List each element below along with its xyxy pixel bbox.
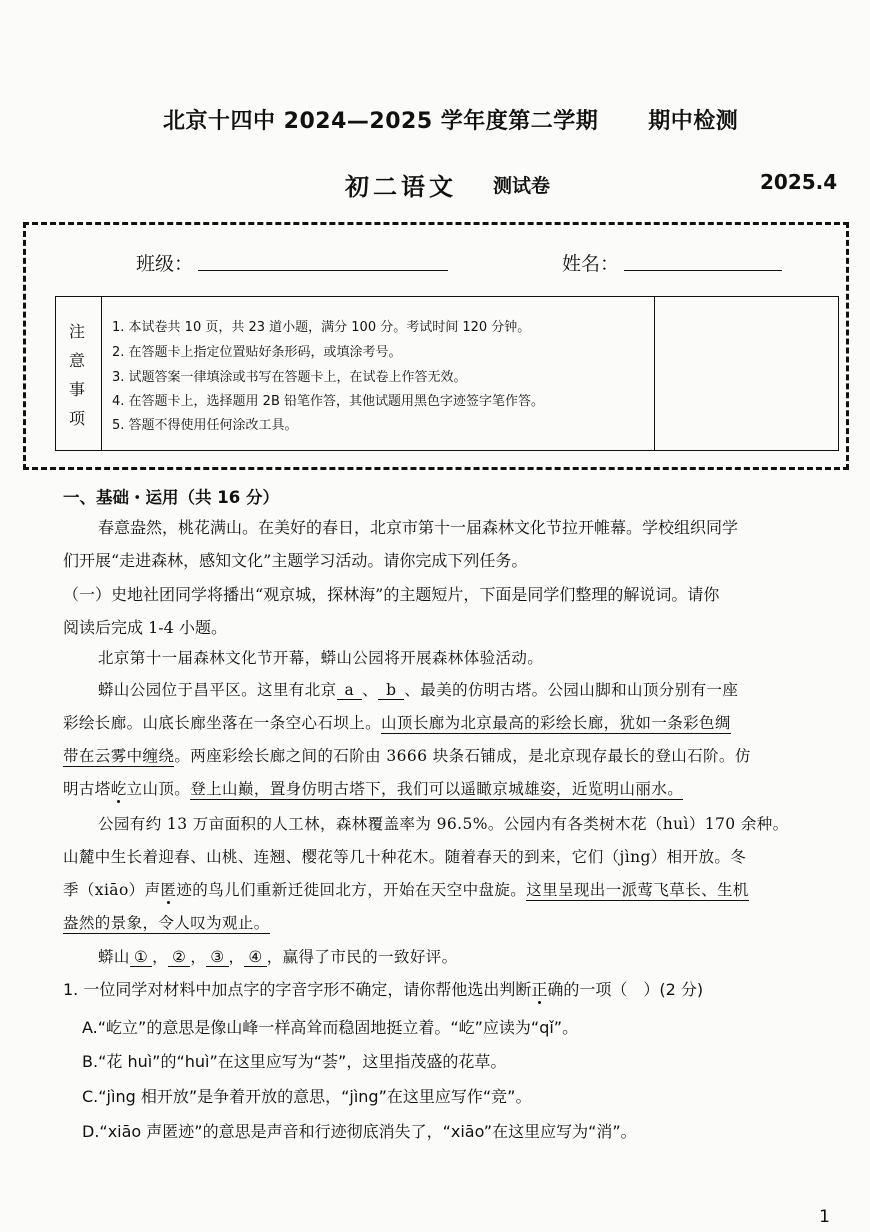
blank-1: ① <box>130 948 152 967</box>
paper-title: 测试卷 <box>493 175 551 197</box>
page-number: 1 <box>819 1207 830 1227</box>
intro-line: 们开展“走进森林，感知文化”主题学习活动。请你完成下列任务。 <box>63 551 528 570</box>
passage-line: 蟒山公园位于昌平区。这里有北京 a 、 b 、最美的仿明古塔。公园山脚和山顶分别有一座 <box>98 681 739 699</box>
exam-title-school: 北京十四中 2024—2025 学年度第二学期 <box>163 109 599 134</box>
dotted-char: 匿 <box>160 881 177 899</box>
option-d: D.“xiāo 声匿迹”的意思是声音和行迹彻底消失了，“xiāo”在这里应写为“消”。 <box>82 1122 637 1141</box>
exam-title <box>163 104 738 135</box>
name-label: 姓名： <box>562 253 620 275</box>
exam-title-type: 期中检测 <box>648 109 739 134</box>
passage-line: 山麓中生长着迎春、山桃、连翘、樱花等几十种花木。随着春天的到来，它们（jìng）相开放。冬 <box>63 848 747 866</box>
passage-line: 明古塔屹立山顶。登上山巅，置身仿明古塔下，我们可以遥瞰京城雄姿，近览明山丽水。 <box>63 780 684 798</box>
passage-line: 季（xiāo）声匿迹的鸟儿们重新迁徙回北方，开始在天空中盘旋。这里呈现出一派莺飞草长、生机 <box>63 881 749 899</box>
underlined-sentence: 登上山巅，置身仿明古塔下，我们可以遥瞰京城雄姿，近览明山丽水。 <box>190 780 684 798</box>
exam-date: 2025.4 <box>760 170 838 194</box>
dotted-char: 屹 <box>110 780 127 798</box>
class-label: 班级： <box>136 253 194 275</box>
underlined-sentence: 山顶长廊为北京最高的彩绘长廊，犹如一条彩色绸 <box>381 714 731 732</box>
notice-item: 2. 在答题卡上指定位置贴好条形码，或填涂考号。 <box>112 345 402 360</box>
notice-right-cell <box>654 297 655 450</box>
blank-4: ④ <box>244 948 266 967</box>
subject-title: 初二语文 <box>345 172 457 201</box>
section-title: 一、基础・运用（共 16 分） <box>63 488 279 507</box>
notice-item: 5. 答题不得使用任何涂改工具。 <box>112 418 298 433</box>
underlined-sentence: 带在云雾中缠绕 <box>63 747 175 765</box>
blank-3: ③ <box>206 948 228 967</box>
dotted-char: 正 <box>531 980 548 999</box>
notice-item: 1. 本试卷共 10 页，共 23 道小题，满分 100 分。考试时间 120 分钟。 <box>112 320 531 335</box>
option-c: C.“jìng 相开放”是争着开放的意思，“jìng”在这里应写作“竞”。 <box>82 1087 532 1106</box>
subsection-intro: （一）史地社团同学将播出“观京城，探林海”的主题短片，下面是同学们整理的解说词。请你 <box>63 585 720 604</box>
question-stem: 1. 一位同学对材料中加点字的字音字形不确定，请你帮他选出判断正确的一项（ ）(2 分) <box>63 980 704 999</box>
passage-paragraph: 北京第十一届森林文化节开幕，蟒山公园将开展森林体验活动。 <box>98 649 544 667</box>
blank-2: ② <box>168 948 190 967</box>
option-a: A.“屹立”的意思是像山峰一样高耸而稳固地挺立着。“屹”应读为“qǐ”。 <box>82 1018 579 1037</box>
notice-item: 4. 在答题卡上，选择题用 2B 铅笔作答，其他试题用黑色字迹签字笔作答。 <box>112 394 544 409</box>
passage-line: 彩绘长廊。山底长廊坐落在一条空心石坝上。山顶长廊为北京最高的彩绘长廊，犹如一条彩色绸 <box>63 714 731 732</box>
subsection-intro: 阅读后完成 1-4 小题。 <box>63 618 227 637</box>
underlined-sentence: 盎然的景象，令人叹为观止。 <box>63 914 270 932</box>
passage-line <box>63 911 270 933</box>
passage-line: 公园有约 13 万亩面积的人工林，森林覆盖率为 96.5%。公园内有各类树木花（huì）170 余种。 <box>98 815 789 833</box>
passage-line: 蟒山 ① ， ② ， ③ ， ④ ，赢得了市民的一致好评。 <box>98 948 458 966</box>
name-field[interactable] <box>624 270 782 271</box>
notice-title-cell <box>56 297 102 450</box>
passage-line: 带在云雾中缠绕。两座彩绘长廊之间的石阶由 3666 块条石铺成，是北京现存最长的登山石阶。仿 <box>63 747 751 765</box>
option-b: B.“花 huì”的“huì”在这里应写为“荟”，这里指茂盛的花草。 <box>82 1052 507 1071</box>
blank-b: b <box>378 681 404 700</box>
notice-title: 注意事项 <box>69 322 86 428</box>
notice-item: 3. 试题答案一律填涂或书写在答题卡上，在试卷上作答无效。 <box>112 370 467 385</box>
blank-a: a <box>337 681 363 700</box>
intro-line: 春意盎然，桃花满山。在美好的春日，北京市第十一届森林文化节拉开帷幕。学校组织同学 <box>98 518 739 537</box>
class-field[interactable] <box>198 270 448 271</box>
underlined-sentence: 这里呈现出一派莺飞草长、生机 <box>526 881 749 899</box>
